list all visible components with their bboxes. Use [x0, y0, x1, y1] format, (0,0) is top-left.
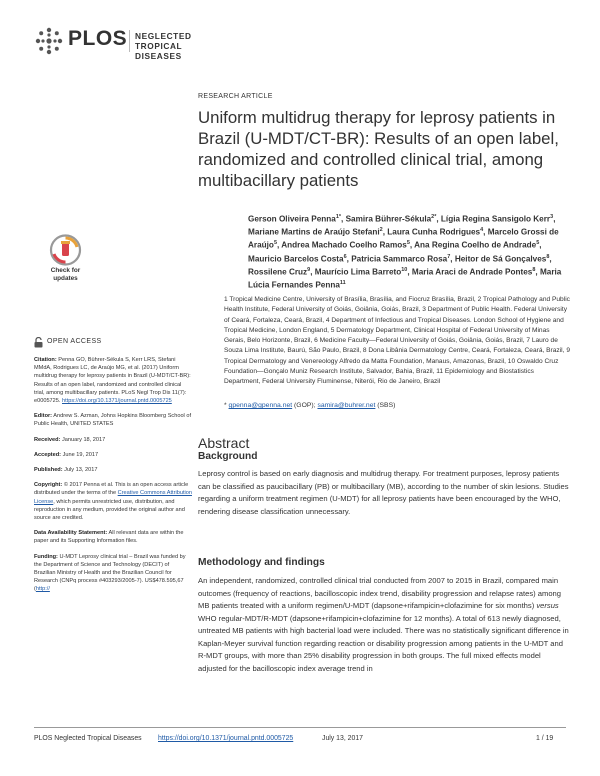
- copyright-pre: © 2017 Penna et al. This is an open access article distributed under the terms of the: [34, 482, 189, 497]
- author-name: Heitor de Sá Gonçalves: [454, 254, 547, 264]
- funding: [34, 553, 192, 594]
- methods-text: [198, 575, 570, 675]
- data-availability-label: Data Availability Statement:: [34, 530, 108, 537]
- check-for-updates-line2: updates: [53, 274, 78, 282]
- corresponding-initials-2: (SBS): [375, 402, 396, 409]
- copyright-post: , which permits unrestricted use, distribution, and reproduction in any medium, provided the original author and source are credited.: [34, 498, 185, 522]
- data-availability: [34, 529, 192, 545]
- footer-divider: [34, 727, 566, 728]
- author-name: Laura Cunha Rodrigues: [387, 227, 481, 237]
- published-label: Published:: [34, 467, 63, 474]
- author-affiliation-marker: 2: [379, 227, 383, 234]
- corresponding-authors: [224, 402, 564, 409]
- cc-license-link[interactable]: Creative Commons Attribution License: [34, 490, 192, 505]
- check-for-updates-badge[interactable]: [38, 234, 93, 289]
- author-affiliation-marker: 5: [273, 240, 277, 247]
- funding-label: Funding:: [34, 553, 58, 560]
- citation-doi-link[interactable]: https://doi.org/10.1371/journal.pntd.0005725: [62, 398, 172, 405]
- published-date: [34, 466, 192, 474]
- author-name: Samira Bührer-Sékula: [345, 214, 432, 224]
- accepted-date: [34, 451, 192, 459]
- author-name: Rossilene Cruz: [248, 267, 308, 277]
- received-value: January 18, 2017: [60, 436, 106, 443]
- author-affiliation-marker: 5: [406, 240, 410, 247]
- author-name: Mauricio Barcelos Costa: [248, 254, 344, 264]
- copyright-label: Copyright:: [34, 482, 63, 489]
- author-name: Andrea Machado Coelho Ramos: [281, 241, 407, 251]
- accepted-label: Accepted:: [34, 451, 62, 458]
- author-affiliation-marker: 4: [480, 227, 484, 234]
- citation: [34, 356, 192, 405]
- abstract-heading: Abstract: [198, 435, 250, 451]
- author-affiliation-marker: 2*: [431, 214, 437, 220]
- author-list: Gerson Oliveira Penna$^{1*}$, Samira Bührer-Sékula$^{2*}$, Lígia Regina Sansigolo Kerr$^3$, Mariane Martins de Araújo Stefani$^2$, Laura Cunha Rodrigues$^4$, Marcelo Grossi de Araújo$^5$, Andrea Machado Coelho Ramos$^5$, Ana Regina Coelho de Andrade$^5$, Mauricio Barcelos Costa$^6$, Patricia Sammarco Rosa$^7$, Heitor de Sá Gonçalves$^8$, Rossilene Cruz$^9$, Maurício Lima Barreto$^{10}$, Maria Araci de Andrade Pontes$^8$, Maria Lúcia Fernandes Penna$^{11}$: [248, 214, 562, 290]
- author-name: Maurício Lima Barreto: [314, 267, 402, 277]
- citation-text: Penna GO, Bührer-Sékula S, Kerr LRS, Stefani MMdA, Rodrigues LC, de Araújo MG, et al. (2017) Uniform multidrug therapy for leprosy patients in Brazil (U-MDT/CT-BR): Results of an open label, randomized and controlled clinical trial, among multibacillary patients. PLoS Negl Trop Dis 11(7): e0005725.: [34, 357, 191, 405]
- journal-name-line2: TROPICAL DISEASES: [135, 41, 183, 61]
- author-affiliation-marker: 8: [532, 266, 536, 273]
- check-for-updates-icon: [38, 234, 93, 268]
- methods-versus: versus: [536, 601, 559, 610]
- editor-label: Editor:: [34, 413, 53, 420]
- check-for-updates-text: [38, 267, 93, 282]
- author-name: Gerson Oliveira Penna: [248, 214, 336, 224]
- logo-divider: [129, 30, 130, 52]
- received-label: Received:: [34, 436, 61, 443]
- background-text: Leprosy control is based on early diagnosis and multidrug therapy. For treatment purposes, leprosy patients can be classified as paucibacillary (PB) or multibacillary (MB), according to the number of skin lesions. Studies regarding a uniform treatment regimen (U-MDT) for all leprosy patients have been encouraged by the WHO, rendering disease classification unnecessary.: [198, 469, 569, 516]
- author-affiliation-marker: 3: [550, 214, 554, 220]
- editor-text: Andrew S. Azman, Johns Hopkins Bloomberg School of Public Health, UNITED STATES: [34, 413, 192, 428]
- journal-name: [135, 31, 204, 61]
- open-lock-icon: [34, 337, 43, 348]
- check-for-updates-line1: Check for: [50, 267, 81, 274]
- email-link-buhrer[interactable]: samira@buhrer.net: [317, 402, 376, 409]
- author-affiliation-marker: 10: [401, 266, 408, 273]
- data-availability-text: All relevant data are within the paper and its Supporting Information files.: [34, 530, 184, 545]
- open-access-label: [34, 337, 192, 348]
- author-affiliation-marker: 7: [447, 253, 451, 260]
- funding-link[interactable]: http://: [35, 586, 50, 593]
- footer-doi-link[interactable]: https://doi.org/10.1371/journal.pntd.0005725: [158, 735, 294, 742]
- open-access-text: OPEN ACCESS: [47, 338, 102, 346]
- author-affiliation-marker: 6: [343, 253, 347, 260]
- journal-logo: [34, 26, 204, 60]
- author-name: Marcelo Grossi de Araújo: [248, 227, 559, 251]
- article-info-sidebar: [34, 337, 192, 601]
- author-name: Maria Araci de Andrade Pontes: [411, 267, 533, 277]
- author-name: Lígia Regina Sansigolo Kerr: [440, 214, 551, 224]
- author-affiliation-marker: 8: [546, 253, 550, 260]
- editor: [34, 412, 192, 428]
- author-name: Patricia Sammarco Rosa: [351, 254, 448, 264]
- author-affiliation-marker: 5: [536, 240, 540, 247]
- author-name: Ana Regina Coelho de Andrade: [414, 241, 537, 251]
- methods-heading: Methodology and findings: [198, 557, 325, 568]
- email-link-penna[interactable]: gpenna@gpenna.net: [228, 402, 293, 409]
- article-type: RESEARCH ARTICLE: [198, 93, 273, 100]
- published-value: July 13, 2017: [62, 467, 98, 474]
- corresponding-initials-1: (GOP);: [292, 402, 318, 409]
- corresponding-marker: *: [224, 402, 229, 409]
- author-affiliation-marker: 1*: [335, 214, 342, 220]
- copyright: [34, 481, 192, 522]
- page-number: 1 / 19: [536, 735, 554, 742]
- received-date: [34, 436, 192, 444]
- background-heading: Background: [198, 451, 258, 462]
- methods-text-part2: WHO regular-MDT/R-MDT (dapsone+rifampicin+clofazimine for 12 months). A total of 613 newly diagnosed, untreated MB patients with high bacterial load were included. There was no statistically significant difference in Kaplan-Meyer survival function regarding reaction or disability progression among patients in the U-MDT and R-MDT groups, with more than 25% disability progression in both groups. The full mixed effects model adjusted for the bacilloscopic index average trend in: [198, 613, 569, 673]
- citation-label: Citation:: [34, 357, 57, 363]
- author-name: Maria Lúcia Fernandes Penna: [248, 267, 562, 290]
- author-affiliation-marker: 11: [339, 280, 346, 287]
- affiliations: 1 Tropical Medicine Centre, University of Brasília, Brasília, and Fiocruz Brasília, Brazil, 2 Tropical Pathology and Public Health Institute, Federal University of Goiás, Goiânia, Goiás, Brazil, 3 Department of Public Health. Federal University of Ceará, Fortaleza, Ceará, Brazil, 4 Department of Infectious and Tropical Diseases. London School of Hygiene and Tropical Medicine, London England, 5 Dermatology Department, Clinical Hospital of Federal University of Minas Gerais, Belo Horizonte, Brazil, 6 Medicine Faculty—Federal University of Goiás, Goiânia, Goiás, Brazil, 7 Lauro de Souza Lima Institute, Baurú, São Paulo, Brazil, 8 Dona Libânia Dermatology Centre, Ceará, Fortaleza, Ceará, Brazil, 9 Tropical Dermatology and Venereology Alfredo da Matta Foundation, Manaus, Amazonas, Brazil, 10 Oswaldo Cruz Foundation—Gonçalo Muniz Research Institute, Salvador, Bahia, Brazil, 11 Epidemiology and Biostatistics Department, Federal University Fluminense, Niterói, Rio de Janeiro, Brazil: [224, 296, 570, 386]
- author-affiliation-marker: 9: [307, 266, 311, 273]
- journal-name-line1: NEGLECTED: [135, 31, 192, 41]
- author-name: Mariane Martins de Araújo Stefani: [248, 227, 380, 237]
- accepted-value: June 19, 2017: [61, 451, 99, 458]
- journal-logo-text: PLOS: [68, 27, 128, 50]
- methods-text-part1: An independent, randomized, controlled clinical trial conducted from 2007 to 2015 in Brazil, compared main outcomes (frequency of reactions, bacilloscopic index trend, disability progression and relapse rates) among MB patients treated with a uniform regimen/U-MDT (dapsone+rifampicin+clofazimine for six months): [198, 576, 562, 610]
- funding-text: U-MDT Leprosy clinical trial – Brazil was funded by the Department of Science and Technology (DECIT) of Brazilian Ministry of Health and the Brazilian Council for Research (CNPq process #403293/2005-7). US$478.595,67 (: [34, 553, 186, 593]
- plos-mark-icon: [34, 26, 64, 56]
- footer-date: July 13, 2017: [322, 735, 363, 742]
- article-title: Uniform multidrug therapy for leprosy patients in Brazil (U-MDT/CT-BR): Results of an open label, randomized and controlled clinical trial, among multibacillary patients: [198, 108, 559, 190]
- footer-journal: PLOS Neglected Tropical Diseases: [34, 735, 142, 742]
